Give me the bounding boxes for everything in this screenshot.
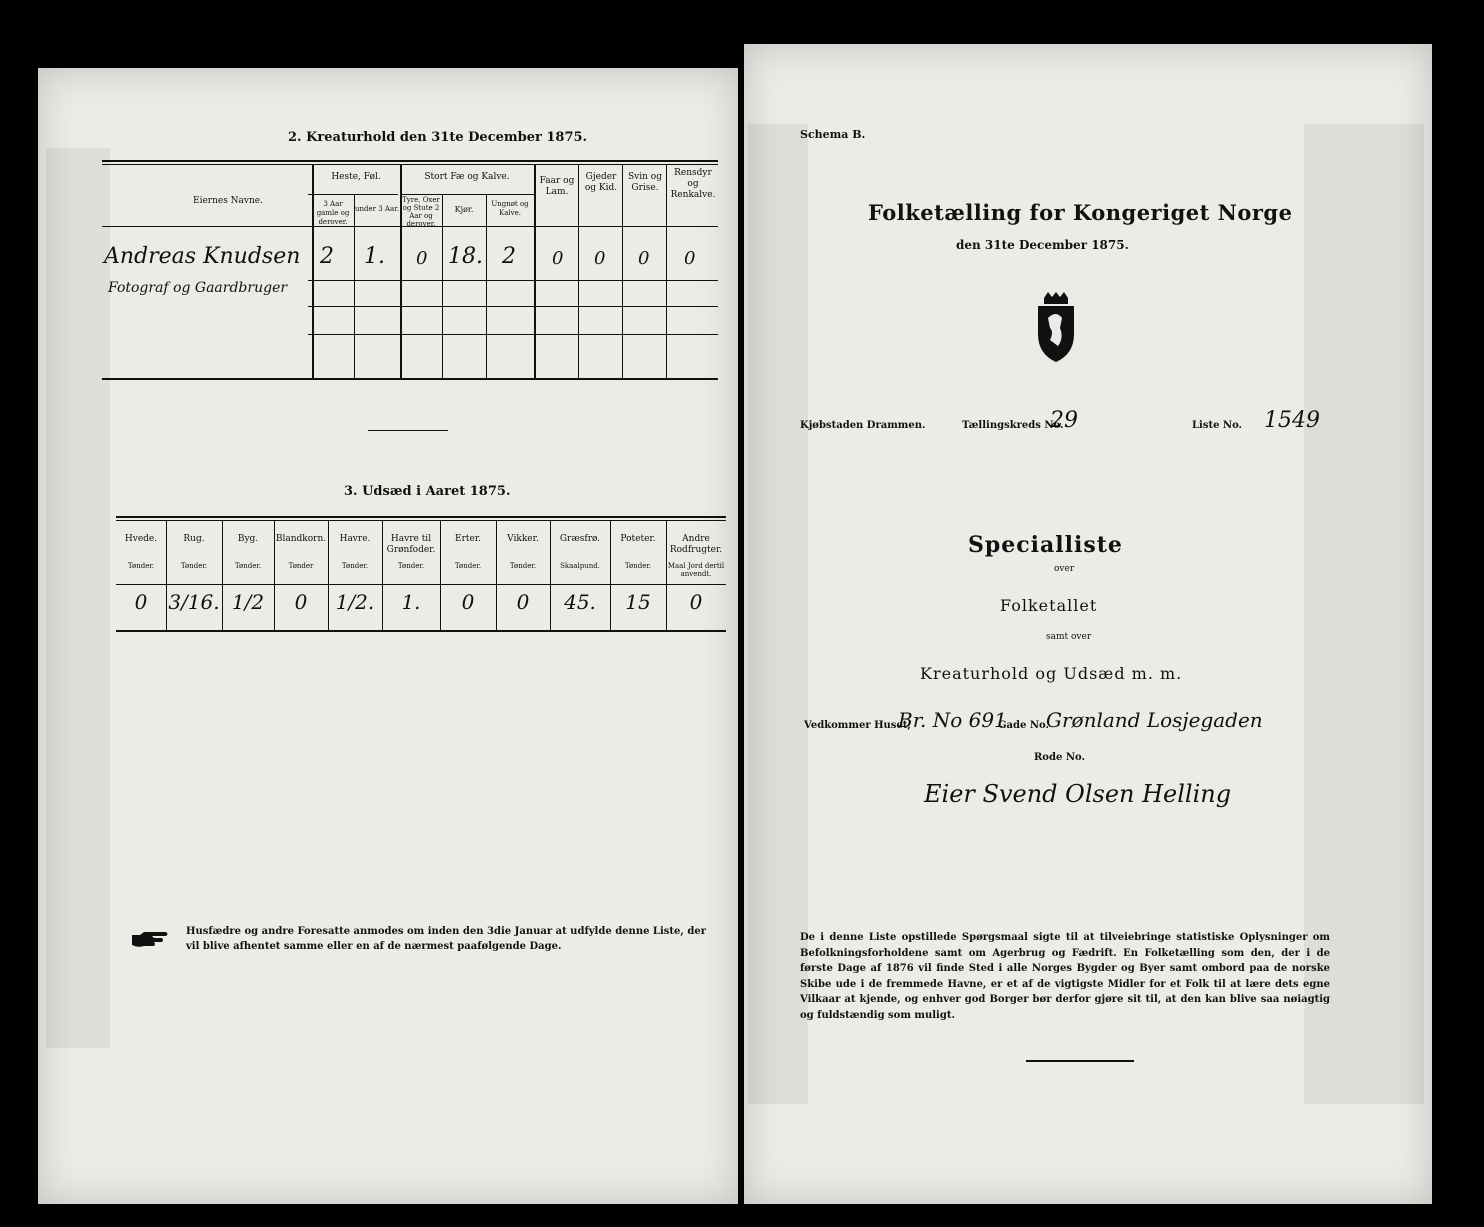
left-page [38, 68, 738, 1204]
value-faar: 0 [552, 248, 564, 269]
table2-top-rule-2 [102, 164, 718, 165]
udsaed-value: 15 [625, 590, 651, 614]
header-storfe-c: Ungnøt og Kalve. [491, 200, 529, 217]
specialliste-heading: Specialliste [968, 532, 1123, 558]
header-svin: Svin og Grise. [628, 172, 662, 193]
document-title: Folketælling for Kongeriget Norge [868, 200, 1293, 225]
header-storfe: Stort Fæ og Kalve. [424, 172, 510, 182]
udsaed-value: 1/2 [231, 590, 265, 614]
header-storfe-a: Tyre, Oxer og Stute 2 Aar og derover. [402, 196, 440, 228]
udsaed-value: 0 [461, 590, 475, 614]
table2-row-rule-3 [308, 334, 718, 335]
col-rule [534, 164, 536, 378]
notice-text: Husfædre og andre Foresatte anmodes om inden den 3die Januar at udfylde denne Liste, der vil blive afhentet samme eller en af de nærmest paafølgende Dage. [186, 926, 706, 952]
table2-row-rule-1 [308, 280, 718, 281]
gade-label: Gade No. [998, 720, 1049, 731]
table2-row-rule-2 [308, 306, 718, 307]
col-rule [442, 194, 443, 378]
pointing-hand-icon [130, 930, 170, 950]
value-heste-a: 2 [320, 244, 334, 269]
udsaed-value: 0 [516, 590, 530, 614]
bleed-through-text [46, 148, 110, 1048]
owner-name: Andreas Knudsen [104, 244, 301, 269]
header-rensdyr: Rensdyr og Renkalve. [670, 168, 716, 200]
udsaed-header: Græsfrø. [559, 534, 601, 544]
header-faar: Faar og Lam. [539, 176, 575, 197]
coat-of-arms-icon [1028, 292, 1084, 364]
udsaed-value: 3/16. [168, 590, 220, 614]
udsaed-header: Poteter. [620, 534, 656, 544]
udsaed-unit: Tønder. [624, 562, 652, 570]
table3-top-rule-2 [116, 520, 726, 521]
section-divider [368, 430, 448, 431]
schema-label: Schema B. [800, 128, 866, 141]
kreaturhold-heading: Kreaturhold og Udsæd m. m. [920, 664, 1183, 683]
value-svin: 0 [638, 248, 650, 269]
col-rule [622, 164, 623, 378]
udsaed-value: 0 [294, 590, 308, 614]
udsaed-unit: Tønder. [127, 562, 155, 570]
liste-label: Liste No. [1192, 420, 1243, 431]
section3-title: 3. Udsæd i Aaret 1875. [344, 484, 511, 499]
udsaed-unit: Tønder. [397, 562, 425, 570]
eier-signature: Eier Svend Olsen Helling [924, 780, 1232, 808]
udsaed-value: 0 [134, 590, 148, 614]
udsaed-header: Vikker. [507, 534, 539, 544]
udsaed-unit: Tønder. [180, 562, 208, 570]
col-rule [578, 164, 579, 378]
kjobstad: Kjøbstaden Drammen. [800, 420, 926, 431]
header-storfe-b: Kjør. [454, 205, 474, 214]
value-storfe-c: 2 [502, 244, 516, 269]
value-rensdyr: 0 [684, 248, 696, 269]
udsaed-header: Rug. [183, 534, 205, 544]
header-gjeder: Gjeder og Kid. [584, 172, 618, 193]
header-heste-b: under 3 Aar. [355, 205, 399, 213]
vedkommer-label: Vedkommer Huset, [804, 720, 911, 731]
table3-header-rule [116, 584, 726, 585]
udsaed-unit: Tønder. [234, 562, 262, 570]
udsaed-unit: Tønder. [509, 562, 537, 570]
kreds-label: Tællingskreds No. [962, 420, 1064, 431]
table2-top-rule [102, 160, 718, 162]
vedkommer-value: Br. No 691 [898, 708, 1007, 732]
owner-title: Fotograf og Gaardbruger [108, 280, 288, 296]
over-label: over [1054, 564, 1075, 574]
header-owner: Eiernes Navne. [193, 196, 263, 206]
right-page [744, 44, 1432, 1204]
storfe-sub-rule [400, 194, 534, 195]
udsaed-header: Erter. [455, 534, 481, 544]
header-heste: Heste, Føl. [331, 172, 381, 182]
udsaed-unit: Skaalpund. [560, 562, 600, 570]
value-heste-b: 1. [364, 244, 385, 269]
udsaed-header: Havre til Grønfoder. [386, 534, 436, 555]
header-heste-a: 3 Aar gamle og derover. [316, 200, 350, 226]
udsaed-header: Havre. [339, 534, 371, 544]
section2-title: 2. Kreaturhold den 31te December 1875. [288, 130, 588, 145]
col-rule [666, 164, 667, 378]
udsaed-header: Hvede. [124, 534, 158, 544]
bottom-rule [1026, 1060, 1134, 1062]
table2-bottom-rule [102, 378, 718, 380]
kreds-value: 29 [1050, 408, 1078, 433]
col-rule [354, 194, 355, 378]
samt-over-label: samt over [1046, 632, 1092, 642]
udsaed-value: 45. [564, 590, 596, 614]
table3-top-rule [116, 516, 726, 518]
bleed-through-text [748, 124, 808, 1104]
udsaed-header: Blandkorn. [275, 534, 327, 544]
udsaed-unit: Maal Jord dertil anvendt. [667, 562, 725, 578]
liste-value: 1549 [1264, 408, 1320, 433]
table3-bottom-rule [116, 630, 726, 632]
udsaed-value: 1/2. [335, 590, 375, 614]
document-date: den 31te December 1875. [956, 238, 1129, 252]
heste-sub-rule [308, 194, 398, 195]
gade-value: Grønland Losjegaden [1046, 708, 1263, 732]
col-rule [486, 194, 487, 378]
udsaed-header: Andre Rodfrugter. [669, 534, 723, 555]
udsaed-unit: Tønder. [341, 562, 369, 570]
explanatory-paragraph: De i denne Liste opstillede Spørgsmaal sigte til at tilveiebringe statistiske Oplysninger om Befolkningsforholdene samt om Agerbrug og Fædrift. En Folketælling som den, der i de første Dage af 1876 vil finde Sted i alle Norges Bygder og Byer samt ombord paa de norske Skibe ude i de fremmede Havne, er et af de vigtigste Midler for et Folk til at lære dets egne Vilkaar at kjende, og enhver god Borger bør derfor gjøre sit til, at den kan blive saa nøiagtig og fuldstændig som muligt. [800, 932, 1330, 1021]
udsaed-value: 1. [401, 590, 421, 614]
value-gjeder: 0 [594, 248, 606, 269]
col-rule [312, 164, 314, 378]
udsaed-value: 0 [689, 590, 703, 614]
udsaed-unit: Tønder. [454, 562, 482, 570]
folketallet-heading: Folketallet [1000, 596, 1098, 615]
rode-label: Rode No. [1034, 752, 1085, 763]
udsaed-unit: Tønder [288, 562, 314, 570]
value-storfe-a: 0 [416, 248, 428, 269]
value-storfe-b: 18. [448, 244, 483, 269]
udsaed-header: Byg. [237, 534, 259, 544]
